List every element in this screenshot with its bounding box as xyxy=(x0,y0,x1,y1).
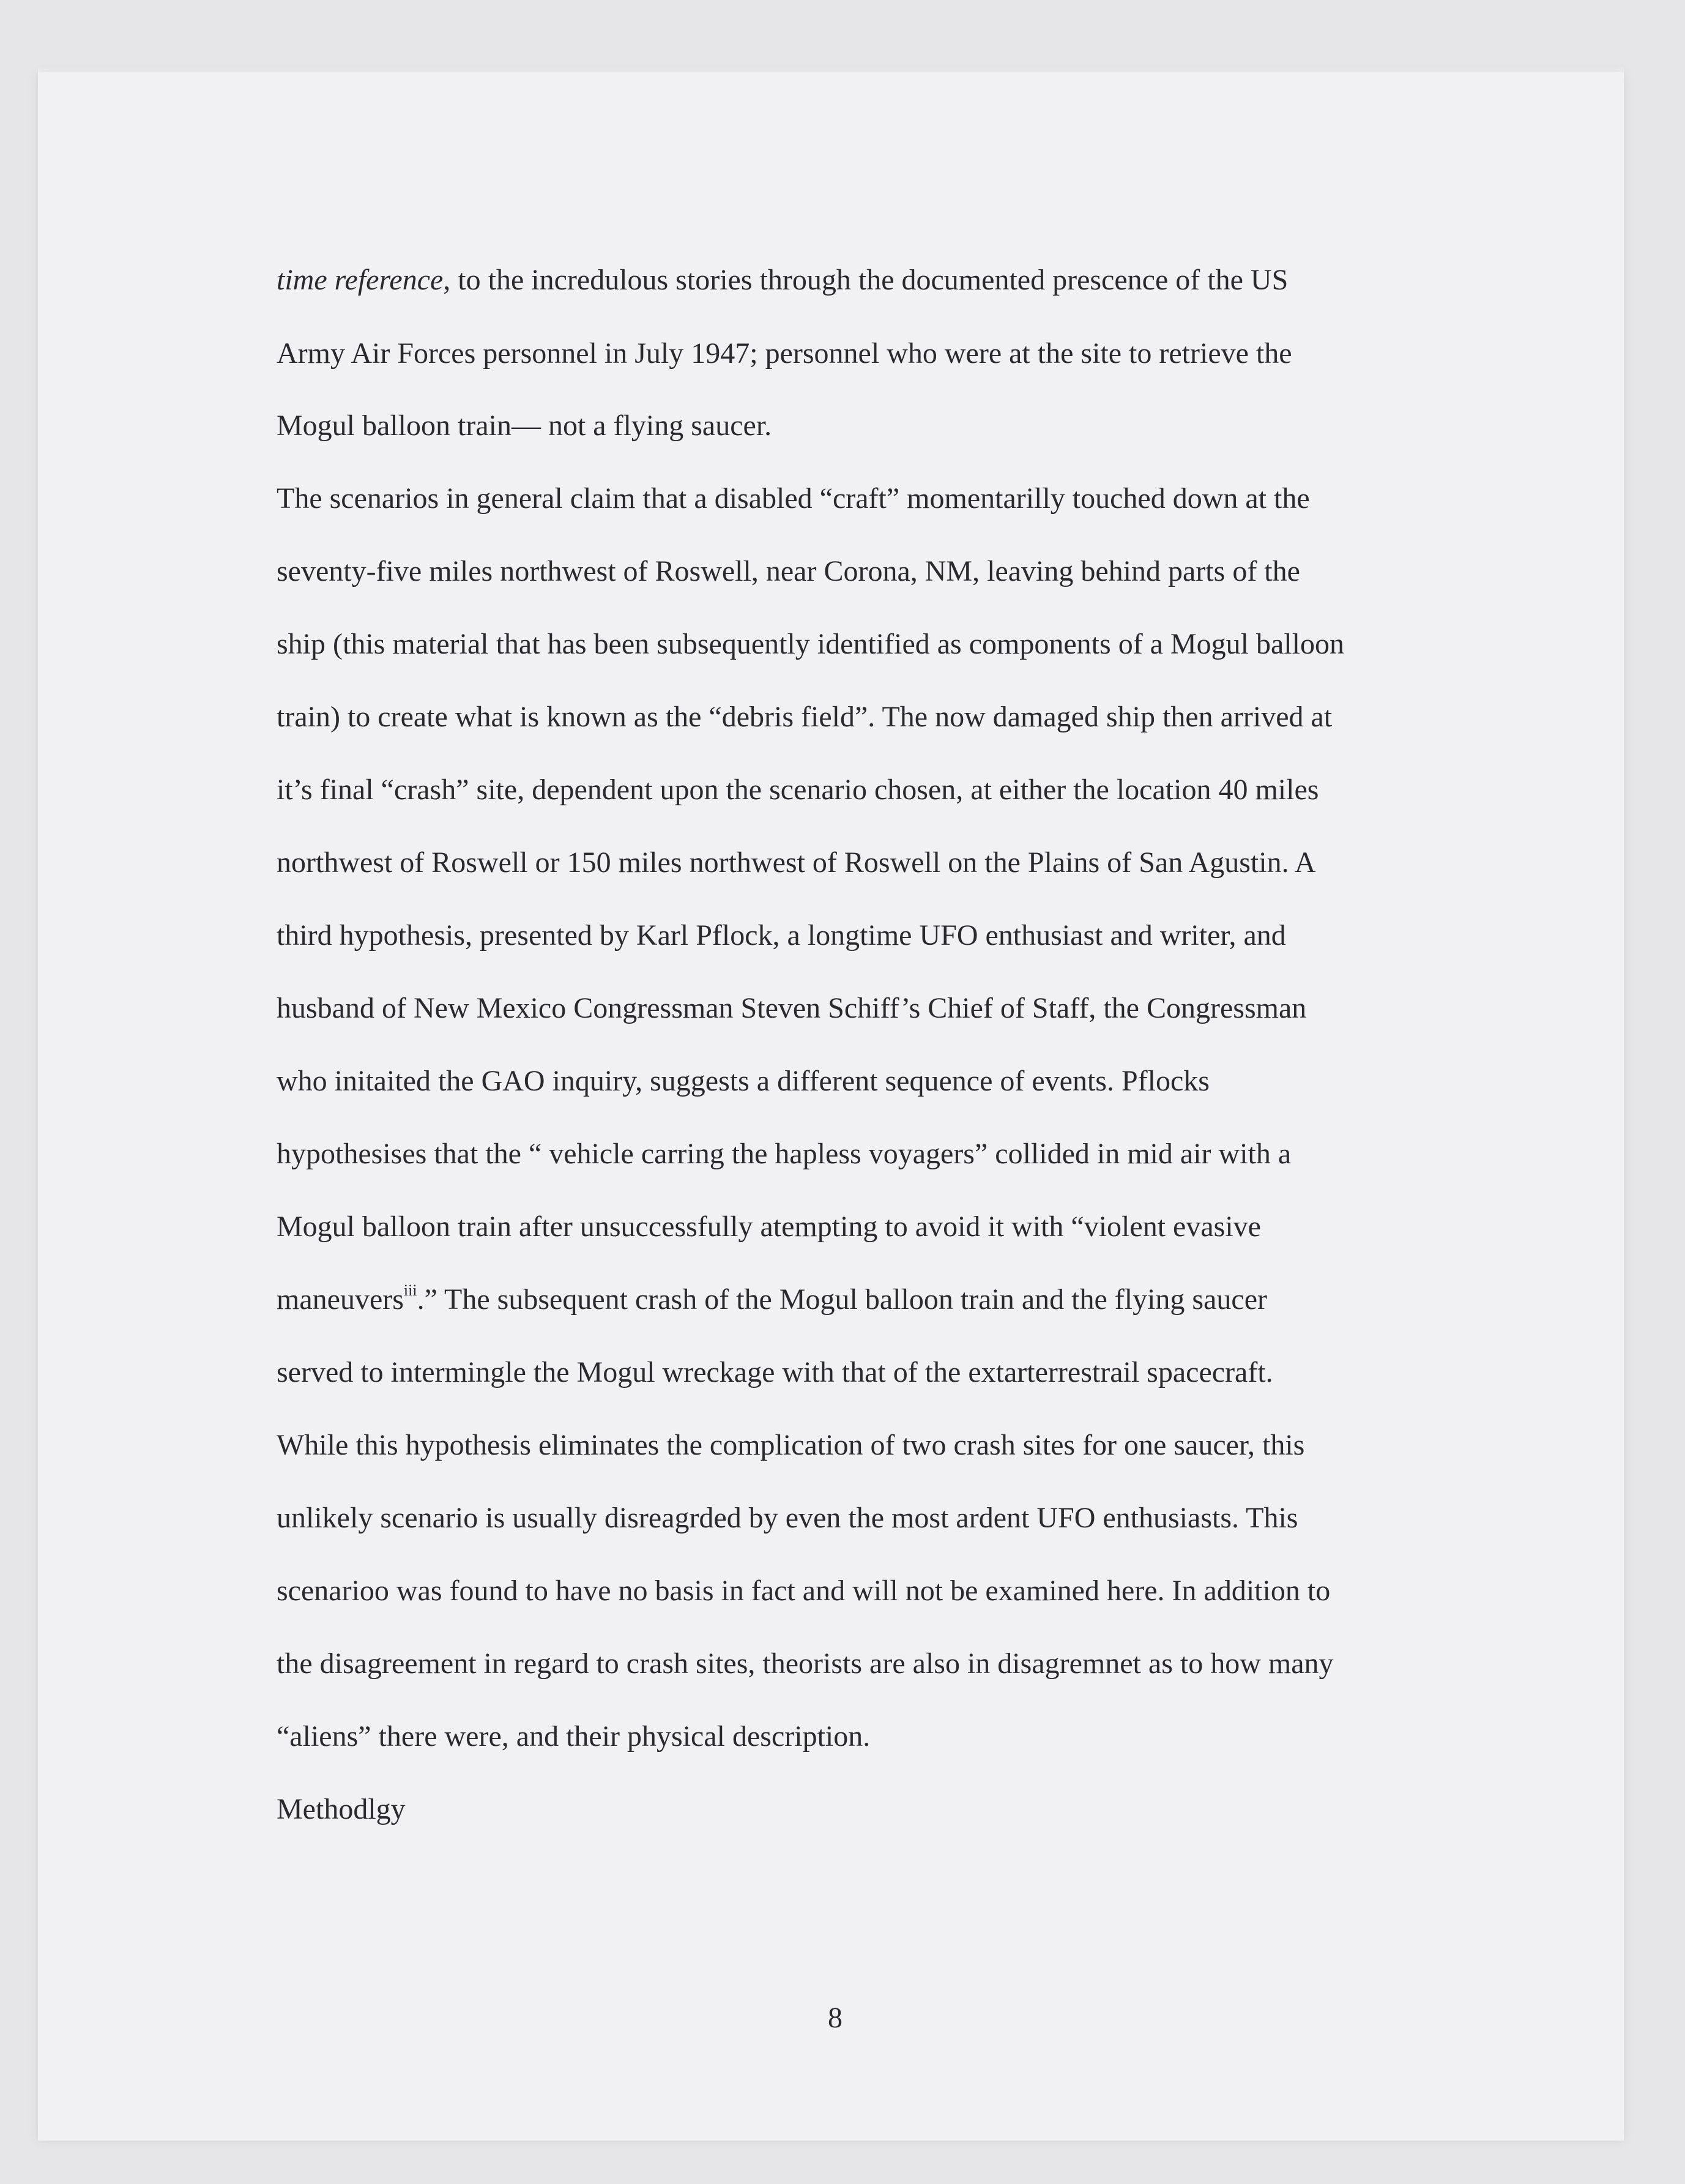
footnote-marker[interactable]: iii xyxy=(403,1281,417,1299)
text-line-11: husband of New Mexico Congressman Steven Schiff’s Chief of Staff, the Congressman xyxy=(277,992,1307,1024)
text-line-17: While this hypothesis eliminates the complication of two crash sites for one saucer, this xyxy=(277,1429,1305,1461)
text-line-20: the disagreement in regard to crash sites, theorists are also in disagremnet as to how many xyxy=(277,1647,1334,1680)
text-line-6: ship (this material that has been subsequently identified as components of a Mogul balloon xyxy=(277,628,1344,660)
text-line-19: scenarioo was found to have no basis in fact and will not be examined here. In addition to xyxy=(277,1575,1331,1607)
text-line-3: Mogul balloon train— not a flying saucer. xyxy=(277,409,772,442)
text-line-21: “aliens” there were, and their physical description. xyxy=(277,1720,871,1753)
text-line-9: northwest of Roswell or 150 miles northwest of Roswell on the Plains of San Agustin. A xyxy=(277,846,1316,879)
text-line-2: Army Air Forces personnel in July 1947; personnel who were at the site to retrieve the xyxy=(277,337,1292,370)
text-line-18: unlikely scenario is usually disreagrded by even the most ardent UFO enthusiasts. This xyxy=(277,1502,1298,1534)
text-line-1: time reference, to the incredulous stories through the documented prescence of the US xyxy=(277,264,1289,296)
text-line-12: who initaited the GAO inquiry, suggests a different sequence of events. Pflocks xyxy=(277,1065,1210,1097)
section-heading-methodology: Methodlgy xyxy=(277,1793,406,1825)
page-number: 8 xyxy=(828,2002,842,2034)
text-line-7: train) to create what is known as the “debris field”. The now damaged ship then arrived at xyxy=(277,701,1333,733)
text-line-14: Mogul balloon train after unsuccessfully atempting to avoid it with “violent evasive xyxy=(277,1210,1261,1243)
italic-phrase: time reference xyxy=(277,264,444,296)
text-line-16: served to intermingle the Mogul wreckage with that of the extarterrestrail spacecraft. xyxy=(277,1356,1273,1388)
text-line-4: The scenarios in general claim that a disabled “craft” momentarilly touched down at the xyxy=(277,482,1310,515)
document-page xyxy=(38,72,1624,2141)
text-line-15: maneuvers$^{iii}$.” The subsequent crash of the Mogul balloon train and the flying saucer xyxy=(277,1281,1267,1316)
text-line-5: seventy-five miles northwest of Roswell, near Corona, NM, leaving behind parts of the xyxy=(277,555,1300,587)
text-line-8: it’s final “crash” site, dependent upon the scenario chosen, at either the location 40 miles xyxy=(277,773,1319,806)
text-line-10: third hypothesis, presented by Karl Pflock, a longtime UFO enthusiast and writer, and xyxy=(277,919,1286,952)
text-line-13: hypothesises that the “ vehicle carring the hapless voyagers” collided in mid air with a xyxy=(277,1138,1292,1170)
